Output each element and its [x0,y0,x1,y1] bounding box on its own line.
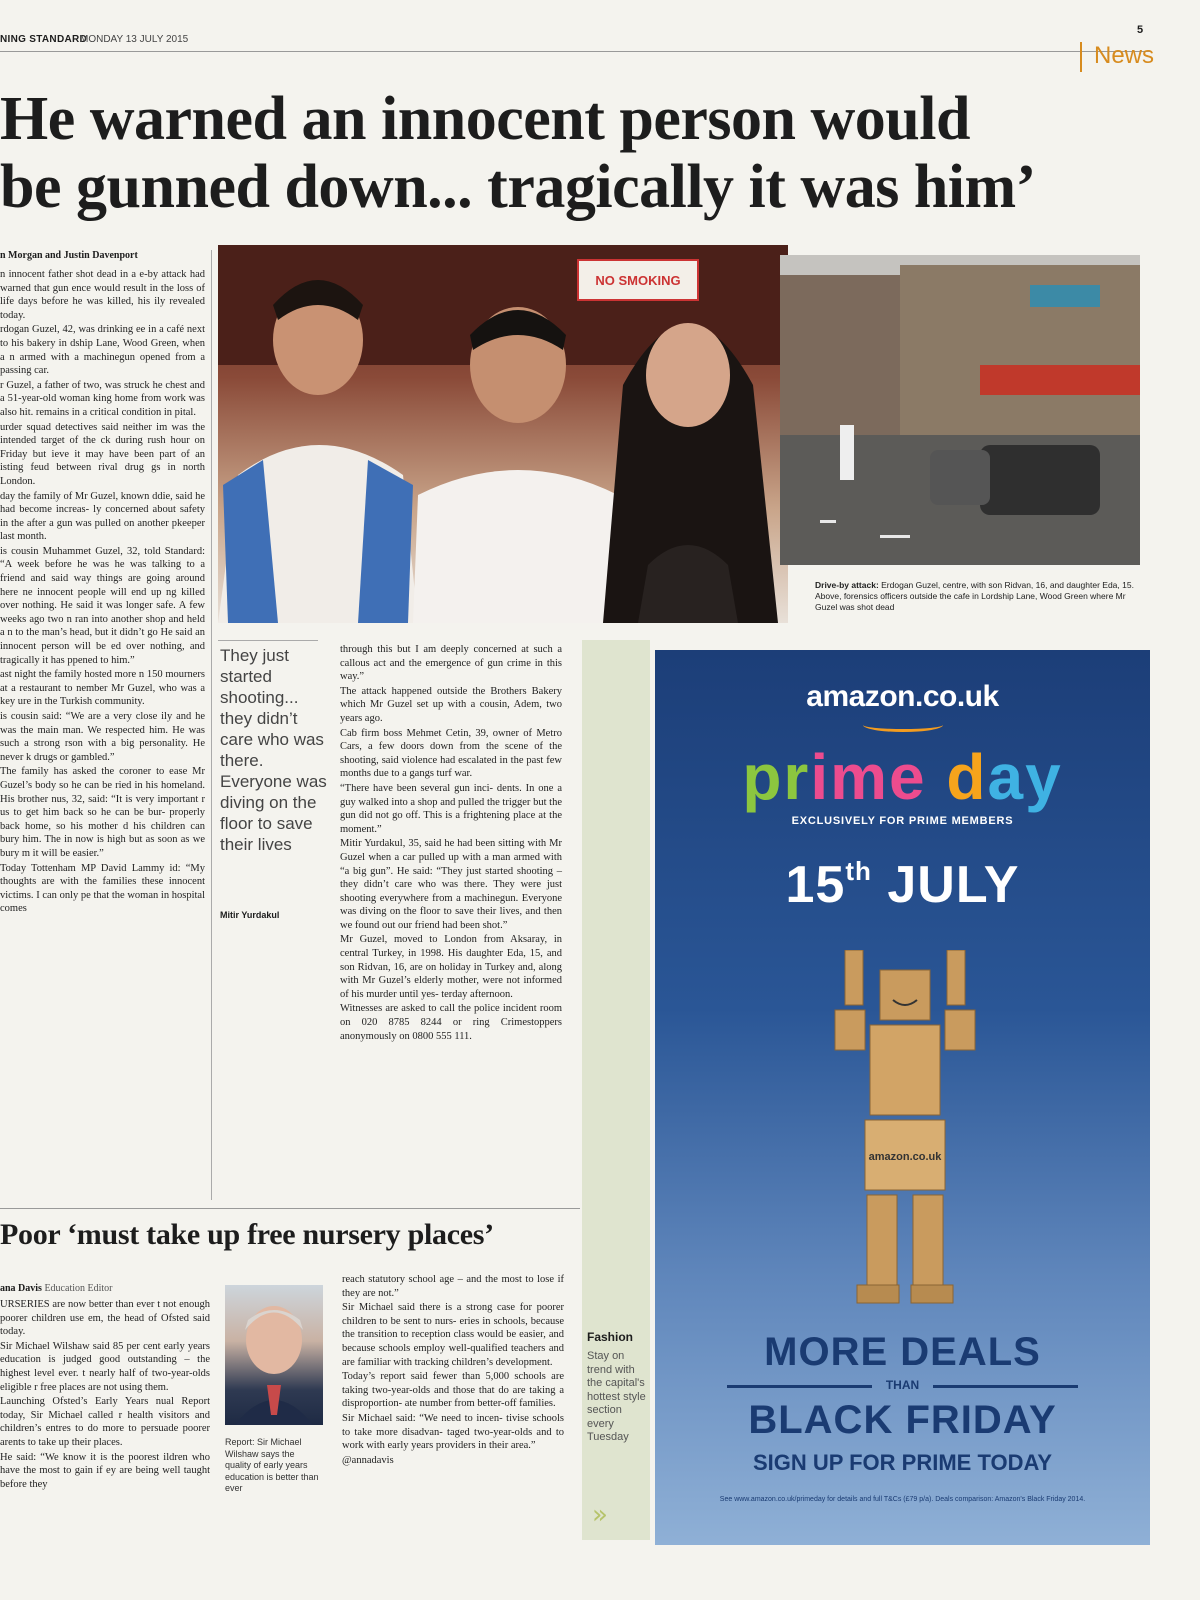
fashion-title: Fashion [587,1330,634,1344]
story1-col3-paragraph: “There have been several gun inci- dents. In one a guy walked into a shop and pulled the trigger but the gun did not go off. This is a frightening place at the moment.” [340,782,562,835]
ad-fine-print: See www.amazon.co.uk/primeday for details and full T&Cs (£79 p/a). Deals comparison: Amazon's Black Friday 2014. [719,1496,1086,1503]
story1-col1-paragraph: urder squad detectives said neither im was the intended target of the ck during rush hour on Friday but ieve it may have been part of an isting feud between rival drug gs in north London. [0,421,205,487]
main-headline [0,85,1160,221]
pull-quote-attribution: Mitir Yurdakul [220,910,280,920]
story1-col3-paragraph: Mitir Yurdakul, 35, said he had been sitting with Mr Guzel when a car pulled up with a man armed with “a big gun”. He said: “They just started shooting – they didn’t care who was there. They were just shooting everywhere from a machinegun. Everyone was diving on the floor to save their lives, and then we found out our friend had been shot.” [340,838,562,931]
no-smoking-sign: NO SMOKING [595,273,681,288]
story1-col1-paragraph: n innocent father shot dead in a e-by attack had warned that gun ence would result in the loss of life days before he was killed, his ily revealed today. [0,269,205,321]
amazon-prime-day-ad[interactable] [655,650,1150,1545]
story1-col1-paragraph: day the family of Mr Guzel, known ddie, said he had become increas- ly concerned about safety in the after a gun was pulled on another pkeeper last month. [0,490,205,543]
family-photo [218,245,788,623]
fashion-text: Stay on trend with the capital's hottest style section every Tuesday [587,1350,646,1443]
deals-line-1: MORE DEALS [764,1330,1041,1374]
prime-title-part-4: ay [987,741,1063,813]
story2-column-3 [342,1273,564,1468]
amazon-smile-icon [863,718,943,732]
story2-col1-paragraph: Launching Ofsted’s Early Years nual Report today, Sir Michael called r health visitors and children’s entres to do more to persuade poorer arents to take up their places. [0,1396,210,1448]
story2-col3-paragraph: Today’s report said fewer than 5,000 schools are taking two-year-olds and those that do are taking a disproportion- ate number from better-off families. [342,1371,564,1410]
prime-title-part-2: ime [810,741,927,813]
paper-name: NING STANDARD [0,34,88,45]
headline-line-1: He warned an innocent person would [0,85,970,153]
issue-date: MONDAY 13 JULY 2015 [80,34,189,45]
sign-up-cta[interactable]: SIGN UP FOR PRIME TODAY [752,1450,1053,1475]
caption-label: Drive-by attack: [815,580,879,590]
story2-column-1 [0,1298,210,1492]
portrait-caption-text: Sir Michael Wilshaw says the quality of early years education is better than ever [225,1437,319,1493]
prime-title-part-3: d [926,741,988,813]
story1-col3-paragraph: Mr Guzel, moved to London from Aksaray, in central Turkey, in 1998. His daughter Eda, 15, and son Ridvan, 16, are on holiday in Turkey and, along with Mr Guzel’s elderly mother, were not informed of his murder until yes- terday afternoon. [340,934,562,1000]
than-rule-right [933,1385,1078,1388]
story2-author: ana Davis [0,1283,42,1294]
story2-col3-paragraph: @annadavis [342,1454,394,1466]
amazon-logo: amazon.co.uk [806,680,999,713]
story2-col1-paragraph: URSERIES are now better than ever t not enough poorer children use em, the head of Ofsted said today. [0,1299,210,1338]
story1-col3-paragraph: Witnesses are asked to call the police incident room on 020 8785 8244 or ring Crimestoppers anonymously on 0800 555 111. [340,1003,562,1042]
pull-quote-rule [218,640,318,641]
date-number: 15 [785,856,846,914]
story-column-1 [0,268,205,917]
story1-col1-paragraph: r Guzel, a father of two, was struck he chest and a 51-year-old woman king home from work was also hit. remains in a critical condition in pital. [0,379,205,418]
story-column-3 [340,643,562,1044]
story2-col3-paragraph: reach statutory school age – and the most to lose if they are not.” [342,1274,564,1299]
portrait-caption-label: Report: [225,1437,255,1447]
crime-scene-photo [780,255,1140,565]
second-headline: Poor ‘must take up free nursery places’ [0,1218,494,1251]
deals-than: THAN [885,1378,920,1392]
portrait-caption [225,1437,323,1495]
date-month: JULY [887,856,1020,914]
column-rule [211,250,212,1200]
prime-title-part-1: pr [742,741,811,813]
date-suffix: th [845,856,872,886]
ad-date [655,855,1150,915]
photo-caption [815,580,1150,613]
story1-col3-paragraph: through this but I am deeply concerned at such a callous act and the emergence of gun crime in this way.” [340,644,562,683]
story2-col3-paragraph: Sir Michael said there is a strong case for poorer children to be sent to nurs- eries in schools, because the transition to reception class would be easier, and because schools employ well-qualified teachers and are familiar with tracking children’s development. [342,1302,564,1368]
story1-col1-paragraph: The family has asked the coroner to ease Mr Guzel’s body so he can be ried in his homeland. His brother nus, 32, said: “It is very important r us to get him back so he can be bur- properly back home, so his mother d his children can bury him. The in now is high but as soon as we bury m it will be easier.” [0,766,205,859]
ad-subtitle: EXCLUSIVELY FOR PRIME MEMBERS [791,815,1014,827]
story2-col1-paragraph: Sir Michael Wilshaw said 85 per cent early years education is judged good outstanding – the highest level ever. t nearly half of two-year-olds eligible r free places are not using them. [0,1340,210,1393]
pull-quote: They just started shooting... they didn’t care who was there. Everyone was diving on the floor to save their lives [220,646,327,854]
story1-col3-paragraph: Cab firm boss Mehmet Cetin, 39, owner of Metro Cars, a few doors down from the scene of the shooting, said violence had escalated in the past few months due to a gangs turf war. [340,727,562,780]
wilshaw-portrait [225,1285,323,1425]
story2-role: Education Editor [44,1283,113,1294]
deals-line-2: BLACK FRIDAY [748,1398,1057,1442]
box-label: amazon.co.uk [868,1151,942,1163]
story2-col1-paragraph: He said: “We know it is the poorest ildren who have the most to gain if ey are being well taught before they [0,1451,210,1490]
story1-col1-paragraph: is cousin Muhammet Guzel, 32, told Standard: “A week before he was he was talking to a friend and said way things are going around here ne innocent people will end up ng killed over nothing. He said it was longer safe. A few weeks ago two n ran into another shop and held a n to the man’s head, but it didn’t go He said an innocent person will be ed over nothing, and tragically it has ppened to him.” [0,545,205,666]
double-chevron-icon: » [592,1500,608,1530]
section-label: News [1080,42,1170,72]
story1-col3-paragraph: The attack happened outside the Brothers Bakery which Mr Guzel set up with a cousin, Adem, two years ago. [340,685,562,724]
story2-byline [0,1283,215,1294]
prime-day-title [655,740,1150,814]
story1-col1-paragraph: ast night the family hosted more n 150 mourners at a restaurant to nember Mr Guzel, who was a key ure in the Turkish community. [0,669,205,708]
page-number: 5 [1137,24,1144,36]
story-byline: n Morgan and Justin Davenport [0,250,138,261]
story1-col1-paragraph: Today Tottenham MP David Lammy id: “My thoughts are with the families these innocent victims. I can only pe that the woman in hospital comes [0,862,205,915]
story2-col3-paragraph: Sir Michael said: “We need to incen- tivise schools to take more disadvan- taged two-year-olds and to work with early years providers in their area.” [342,1412,564,1452]
story1-col1-paragraph: rdogan Guzel, 42, was drinking ee in a café next to his bakery in dship Lane, Wood Green, when a n armed with a machinegun opened from a passing car. [0,324,205,377]
box-robot-illustration [825,950,985,1310]
headline-line-2: be gunned down... tragically it was him’ [0,153,1036,221]
caption-text: Erdogan Guzel, centre, with son Ridvan, 16, and daughter Eda, 15. Above, forensics officers outside the cafe in Lordship Lane, Wood Green where Mr Guzel was shot dead [815,580,1134,612]
story1-col1-paragraph: is cousin said: “We are a very close ily and he was the main man. We respected him. He was such a strong rson with a big personality. He never k drugs or gambled.” [0,711,205,763]
story-divider [0,1208,580,1209]
masthead [0,30,1150,52]
